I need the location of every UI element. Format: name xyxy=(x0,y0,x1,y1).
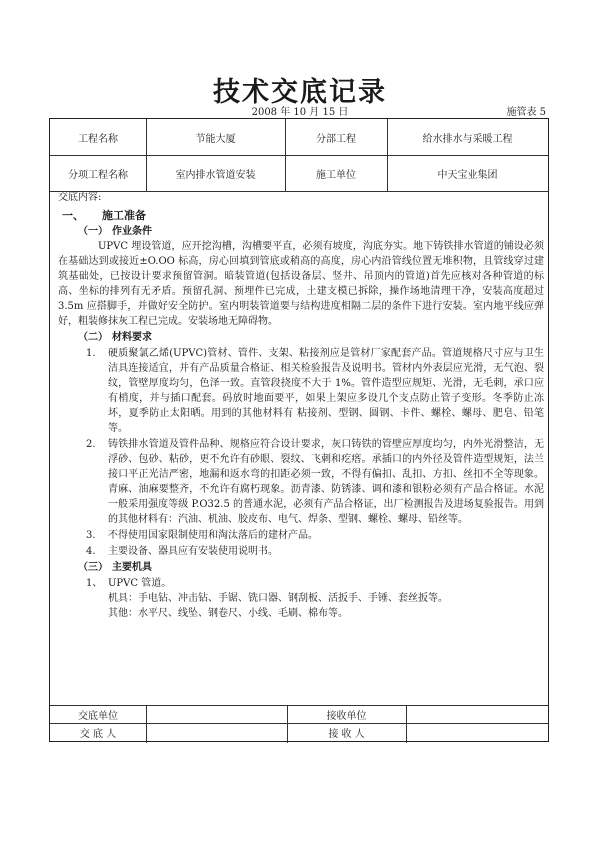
project-name-label: 工程名称 xyxy=(78,133,118,145)
content-label: 交底内容: xyxy=(58,192,102,203)
list-item xyxy=(58,437,544,527)
list-item-number: 3. xyxy=(86,530,96,541)
subsection-title: 主要机具 xyxy=(112,562,152,573)
receive-unit-label: 接收单位 xyxy=(326,710,367,722)
list-item-text: UPVC 管道。 xyxy=(108,578,172,589)
list-item-number: 4. xyxy=(86,546,96,557)
list-item-number: 2. xyxy=(86,439,96,450)
receiver-label: 接 收 人 xyxy=(328,728,365,740)
section-number: 一、 xyxy=(62,209,84,222)
division-label: 分部工程 xyxy=(316,133,356,145)
subsection-title: 材料要求 xyxy=(112,332,152,343)
disclosure-content xyxy=(58,190,544,621)
list-item-text: 不得使用国家限制使用和淘汰落后的建材产品。 xyxy=(108,530,318,541)
list-item-text: 铸铁排水管道及管件品种、规格应符合设计要求，灰口铸铁的管壁应厚度均匀，内外光滑整洁，无浮砂、包砂、粘砂，更不允许有砂眼、裂纹、飞刺和疙瘩。承插口的内外径及管件造型规矩，法兰接口平正光洁严密，地漏和返水弯的扣距必须一致，不得有偏扣、乱扣、方扣、丝扣不全等现象。青麻、油麻要整齐，不允许有腐朽现象。沥青漆、防锈漆、调和漆和银粉必须有产品合格证。水泥一般采用强度等级 P.O32.5 的普通水泥，必须有产品合格证，出厂检测报告及进场复验报告。用到的其他材料有：汽油、机油、胶皮布、电气、焊条、型钢、螺栓、螺母、铅丝等。 xyxy=(108,439,544,525)
work-conditions-text: UPVC 埋设管道，应开挖沟槽，沟槽要平直，必须有坡度，沟底夯实。地下铸铁排水管道的铺设必须在基础达到或接近±O.OO 标高，房心回填到管底或稍高的高度，房心内沿管线位置无堆积物，且管线穿过建筑基础处，已按设计要求预留管洞。暗装管道(包括设备层、竖井、吊顶内的管道)首先应核对各种管道的标高、坐标的排列有无矛盾。预留孔洞、预埋件已完成，土建支模已拆除，操作场地清理干净，安装高度超过 3.5m 应搭脚手，并做好安全防护。室内明装管道要与结构进度相隔二层的条件下进行安装。室内地平线应弹好，粗装修抹灰工程已完成。安装场地无障碍物。 xyxy=(58,241,544,327)
tools-others-text: 其他：水平尺、线坠、钢卷尺、小线、毛刷、棉布等。 xyxy=(108,608,348,619)
section-heading xyxy=(62,208,544,223)
subsection-title: 作业条件 xyxy=(112,226,152,237)
list-item xyxy=(58,576,544,591)
contractor-value: 中天宝业集团 xyxy=(437,169,498,181)
list-item-text: 硬质聚氯乙烯(UPVC)管材、管件、支架、粘接剂应是管材厂家配套产品。管道规格尺寸应与卫生洁具连接适宜，并有产品质量合格证、相关检验报告及说明书。管材内外表层应光滑，无气泡、裂纹，管壁厚度均匀，色泽一致。直管段挠度不大于 1%。管件造型应规矩、光滑，无毛刺，承口应有梢度，并与插口配套。码放时地面要平，如果上架应多设几个支点防止管子变形。冬季防止冻坏，夏季防止太阳晒。用到的其他材料有 粘接剂、型钢、圆钢、卡件、螺栓、螺母、肥皂、铅笔等。 xyxy=(108,348,544,434)
subsection-heading xyxy=(78,224,544,239)
submitter-label: 交 底 人 xyxy=(79,728,117,740)
subsection-number: （三） xyxy=(78,562,108,573)
receive-unit-value xyxy=(406,705,548,723)
list-item-text: 主要设备、器具应有安装使用说明书。 xyxy=(108,546,278,557)
subproject-label: 分项工程名称 xyxy=(68,169,128,181)
subsection-heading xyxy=(78,560,544,575)
subsection-number: （二） xyxy=(78,332,108,343)
division-value: 给水排水与采暖工程 xyxy=(422,133,513,145)
document-title: 技术交底记录 xyxy=(213,77,387,108)
list-item-number: 1. xyxy=(86,348,96,359)
list-item-number: 1、 xyxy=(86,578,103,589)
submitter-value xyxy=(146,723,287,741)
project-name-value: 节能大厦 xyxy=(195,133,236,145)
receiver-value xyxy=(406,723,548,741)
form-number: 施管表 5 xyxy=(506,107,546,118)
tools-machines-text: 机具：手电钻、冲击钻、手锯、铣口器、钢刮板、活扳手、手锤、套丝扳等。 xyxy=(108,593,448,604)
list-item xyxy=(58,346,544,436)
subsection-heading xyxy=(78,330,544,345)
subproject-value: 室内排水管道安装 xyxy=(175,169,256,181)
subsection-number: （一） xyxy=(78,226,108,237)
section-title: 施工准备 xyxy=(102,209,146,222)
list-item xyxy=(58,528,544,543)
submit-unit-label: 交底单位 xyxy=(78,710,118,722)
submit-unit-value xyxy=(146,705,287,723)
record-date: 2008 年 10 月 15 日 xyxy=(251,107,349,118)
contractor-label: 施工单位 xyxy=(316,169,356,181)
list-item xyxy=(58,544,544,559)
